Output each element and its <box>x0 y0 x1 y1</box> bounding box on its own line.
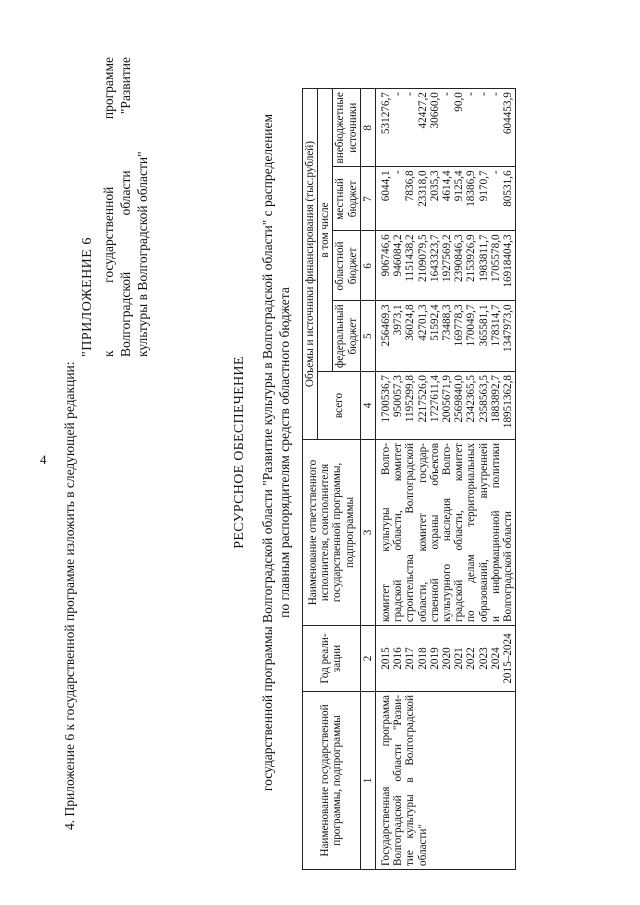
intro-text: 4. Приложение 6 к государственной программе изложить в следующей редакции: <box>62 361 77 830</box>
appendix-line: Волгоградской области "Развитие <box>118 57 133 357</box>
executor-line: комитет культуры Волго- <box>380 443 393 622</box>
year-value: 2023 <box>477 647 490 670</box>
col-number: 3 <box>360 440 375 626</box>
executor-line: культурного наследия Волго- <box>440 443 453 622</box>
regional-value: 1705578,0 <box>489 234 502 282</box>
local-sum-value: 80531,6 <box>501 170 514 207</box>
federal-value: 365581,1 <box>477 304 490 347</box>
executor-line: Волгоградской области <box>501 511 514 622</box>
year-value: 2024 <box>489 647 502 670</box>
total-value: 1700536,7 <box>380 375 393 423</box>
total-value: 2005671,9 <box>440 375 453 423</box>
program-name-cell <box>376 692 516 870</box>
appendix-line: культуры в Волгоградской области" <box>135 151 150 357</box>
federal-value: 256469,3 <box>380 304 393 347</box>
table-body-row <box>376 89 516 870</box>
header-federal: федеральный бюджет <box>333 301 360 372</box>
appendix-title: "ПРИЛОЖЕНИЕ 6 <box>80 237 95 357</box>
total-sum-value: 18951362,8 <box>501 375 514 429</box>
executor-line: по делам территориальных <box>465 443 478 622</box>
regional-value: 1927569,2 <box>440 234 453 282</box>
header-volumes: Объемы и источники финансирования (тыс.рублей) <box>303 89 318 440</box>
executor-line: области, комитет государ- <box>416 443 429 622</box>
program-name-line: области" <box>416 824 429 866</box>
federal-sum-value: 1347973,0 <box>501 304 514 352</box>
col-number: 1 <box>360 692 375 870</box>
local-value: 7836,8 <box>404 170 417 202</box>
regional-value: 2109079,5 <box>416 234 429 282</box>
extra-value: - <box>477 92 490 96</box>
regional-value: 1151438,2 <box>404 234 417 282</box>
extra-value: - <box>440 92 453 96</box>
appendix-line: к государственной программе <box>101 57 116 357</box>
year-value: 2019 <box>428 647 441 670</box>
total-value: 1195299,8 <box>404 375 417 423</box>
federal-value: 51592,4 <box>428 304 441 341</box>
extra-value: - <box>489 92 502 96</box>
executor-line: образований, внутренней <box>477 443 490 622</box>
year-value: 2017 <box>404 647 417 670</box>
local-value: 2035,3 <box>428 170 441 202</box>
federal-value: 3973,1 <box>392 304 405 336</box>
local-value: 18386,9 <box>465 170 478 207</box>
header-program-name: Наименование государственной программы, подпрограммы <box>303 692 361 870</box>
local-value: - <box>392 170 405 175</box>
total-value: 2217526,0 <box>416 375 429 423</box>
total-value: 1883892,7 <box>489 375 502 423</box>
col-number: 7 <box>360 167 375 231</box>
extra-value: - <box>465 92 478 96</box>
col-number: 4 <box>360 372 375 440</box>
year-value: 2016 <box>392 647 405 670</box>
regional-value: 1643323,7 <box>428 234 441 282</box>
resource-title: РЕСУРСНОЕ ОБЕСПЕЧЕНИЕ <box>232 356 247 549</box>
federal-value: 36024,8 <box>404 304 417 341</box>
local-value: 4614,4 <box>440 170 453 202</box>
regional-value: 946084,2 <box>392 234 405 277</box>
regional-sum-value: 16918404,3 <box>501 234 514 288</box>
regional-value: 906746,6 <box>380 234 393 277</box>
federal-value: 169778,3 <box>453 304 466 347</box>
executor-line: ственной охраны объектов <box>428 443 441 622</box>
resource-subtitle-line: государственной программы Волгоградской области "Развитие культуры в Волгоградской области" с распределением <box>260 113 275 792</box>
header-local: местный бюджет <box>333 167 360 231</box>
year-value: 2018 <box>416 647 429 670</box>
federal-value: 42701,3 <box>416 304 429 341</box>
col-number: 6 <box>360 231 375 301</box>
col-number: 2 <box>360 626 375 692</box>
local-value: - <box>489 170 502 175</box>
program-name-line: Государственная программа <box>380 695 393 866</box>
extra-value: 42427,2 <box>416 92 429 129</box>
header-year: Год реали-зации <box>303 626 361 692</box>
program-name-line: Волгоградской области "Разви- <box>392 695 405 866</box>
total-value: 2358563,5 <box>477 375 490 423</box>
regional-cell <box>376 231 516 301</box>
executor-line: и информационной политики <box>489 443 502 622</box>
appendix-body <box>100 57 151 357</box>
local-value: 6044,1 <box>380 170 393 202</box>
year-value: 2022 <box>465 647 478 670</box>
regional-value: 1983811,7 <box>477 234 490 282</box>
federal-value: 178314,7 <box>489 304 502 347</box>
federal-cell <box>376 301 516 372</box>
extra-cell <box>376 89 516 167</box>
total-value: 1727611,4 <box>428 375 441 423</box>
total-value: 2342365,5 <box>465 375 478 423</box>
col-number: 5 <box>360 301 375 372</box>
extra-sum-value: 604453,9 <box>501 92 514 135</box>
federal-value: 170049,7 <box>465 304 478 347</box>
header-executor: Наименование ответственного исполнителя, соисполнителя государственной программы, подпрограммы <box>303 440 361 626</box>
year-cell <box>376 626 516 692</box>
total-cell <box>376 372 516 440</box>
year-value: 2015 <box>380 647 393 670</box>
local-value: 9170,7 <box>477 170 490 202</box>
executor-line: строительства Волгоградской <box>404 443 417 622</box>
extra-value: 90,0 <box>453 92 466 112</box>
header-regional: областной бюджет <box>333 231 360 301</box>
regional-value: 2390846,3 <box>453 234 466 282</box>
federal-value: 73488,3 <box>440 304 453 341</box>
extra-value: - <box>392 92 405 96</box>
total-value: 950057,3 <box>392 375 405 417</box>
program-name-line: тие культуры в Волгоградской <box>404 695 417 866</box>
executor-line: градской области, комитет <box>392 443 405 622</box>
page-number: 4 <box>40 452 47 467</box>
col-number: 8 <box>360 89 375 167</box>
local-value: 23318,0 <box>416 170 429 207</box>
extra-value: 30660,0 <box>428 92 441 129</box>
resource-table <box>302 88 516 870</box>
year-value: 2020 <box>440 647 453 670</box>
extra-value: 531276,7 <box>380 92 393 135</box>
local-cell <box>376 167 516 231</box>
resource-subtitle <box>259 0 293 905</box>
resource-subtitle-line: по главным распорядителям средств областного бюджета <box>277 287 292 618</box>
local-value: 9125,4 <box>453 170 466 202</box>
year-value: 2021 <box>453 647 466 670</box>
total-value: 2569840,0 <box>453 375 466 423</box>
header-total: всего <box>318 372 361 440</box>
year-total-value: 2015–2024 <box>501 633 514 684</box>
header-including: в том числе <box>318 89 333 372</box>
header-extra: внебюджетные источники <box>333 89 360 167</box>
extra-value: - <box>404 92 417 96</box>
regional-value: 2153926,9 <box>465 234 478 282</box>
executor-cell <box>376 440 516 626</box>
executor-line: градской области, комитет <box>453 443 466 622</box>
